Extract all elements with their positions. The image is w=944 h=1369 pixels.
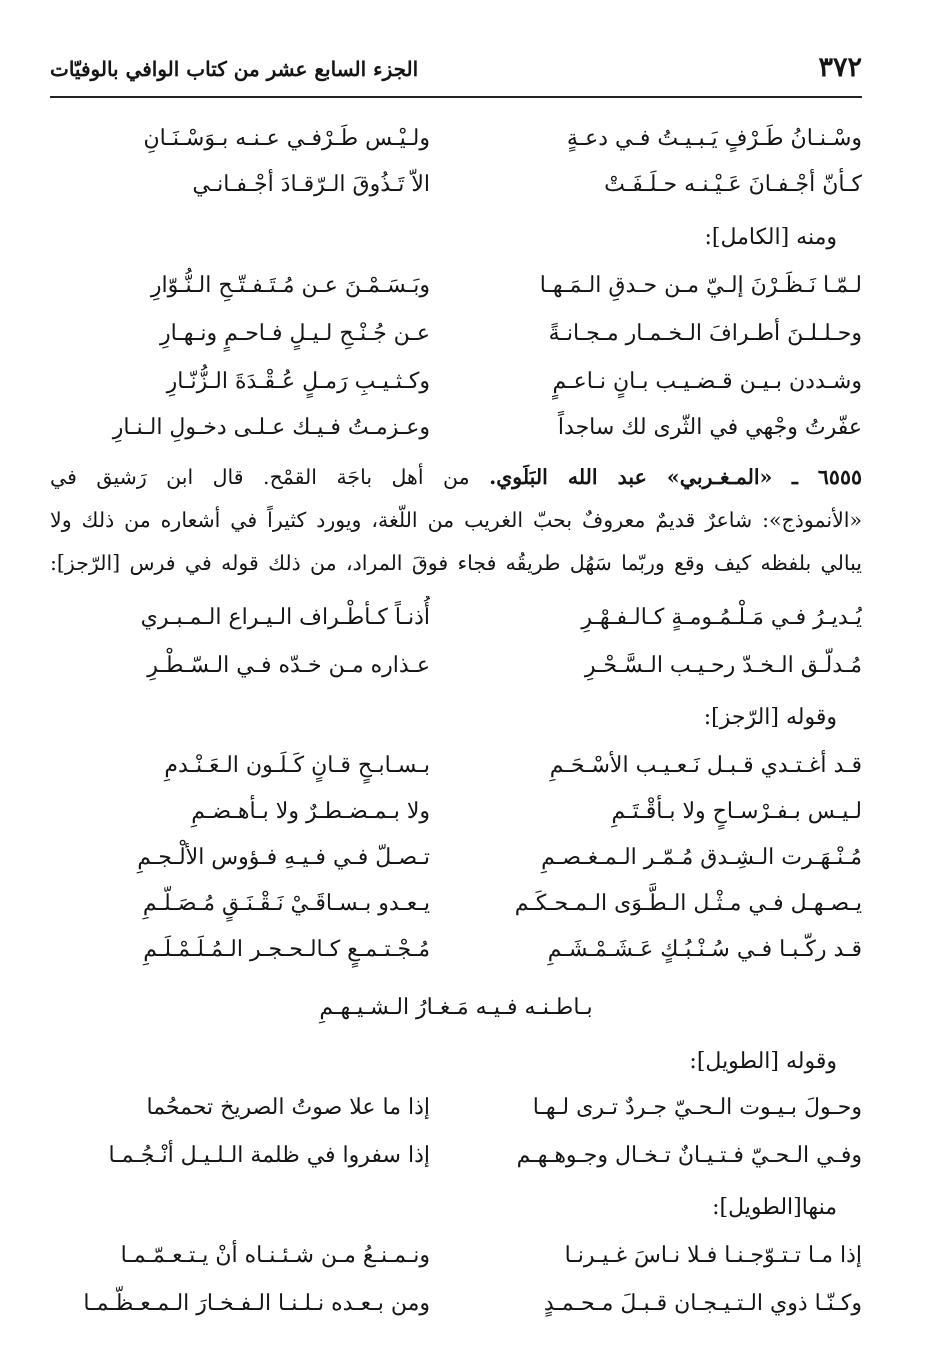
verse-second-hemistich: مُـجْـتـمـعٍ كـالـحـجـر الـمُـلَـمْـلَـمِ	[143, 937, 430, 962]
verse-first-hemistich: وسْـنـانُ طَـرْفٍ يَـبـيـتُ فـي دعـةٍ	[566, 126, 862, 151]
entry-line-2: «الأنموذج»: شاعرٌ قديمٌ معروفٌ بحبّ الغريب من اللّغة، ويورد كثيراً في أشعاره من ذلك ولا	[50, 508, 862, 532]
running-title: الجزء السابع عشر من كتاب الوافي بالوفيّات	[50, 57, 419, 81]
verse-second-hemistich: وعـزمـتُ فـيـك عـلـى دخـولِ الـنـارِ	[112, 415, 430, 440]
verse-line	[50, 928, 862, 972]
verse-second-hemistich: أُذنـاً كـأطْـراف الـيـراع الـمـبـري	[140, 605, 430, 630]
verse-second-hemistich: إذا ما علا صوتُ الصريخ تحمحُما	[146, 1095, 430, 1120]
running-header	[50, 40, 862, 98]
verse-second-hemistich: ومن بـعـده نـلـنـا الـفـخـارَ الـمـعـظّـمـا	[83, 1291, 430, 1316]
verse-line	[50, 644, 862, 688]
verse-line	[50, 882, 862, 926]
verse-first-hemistich: يُـديـرُ فـي مَـلْـمُـومـةٍ كـالـفـهْـرِ	[581, 605, 862, 630]
verse-second-hemistich: بـسـابـحٍ قـانٍ كَـلَـون الـعَـنْـدمِ	[164, 753, 430, 778]
meter-label: ومنه [الكامل]:	[704, 225, 837, 250]
centered-verse: بـاطـنـه فـيـه مَـغـارُ الـشـيـهـمِ	[319, 995, 593, 1020]
verse-second-hemistich: الاّ تَـذُوقَ الـرّقـادَ أجْـفـانـي	[192, 172, 430, 197]
verse-line	[50, 790, 862, 834]
verse-first-hemistich: كـأنّ أجْـفـانَ عَـيْـنـه حـلَـفَـتْ	[604, 172, 862, 197]
entry-line-1	[50, 460, 862, 494]
verse-second-hemistich: عـذاره مـن خـدّه فـي الـسّـطْـرِ	[147, 653, 430, 678]
verse-first-hemistich: قـد ركّـبـا فـي سُـنْـبُـكٍ عَـشَـمْـشَـمِ	[547, 937, 862, 962]
verse-line	[50, 1282, 862, 1326]
verse-first-hemistich: وحـلـلـنَ أطـرافَ الـخـمـار مـجـانـةً	[548, 321, 862, 346]
meter-label: وقوله [الرّجز]:	[703, 705, 837, 730]
verse-first-hemistich: وفـي الـحـيّ فـتـيـانٌ تـخـال وجـوهـهـم	[516, 1143, 862, 1168]
verse-first-hemistich: قـد أغـتـدي قـبـل نَـعـيـب الأسْـحَـمِ	[549, 753, 862, 778]
verse-first-hemistich: يـصـهـل فـي مـثْـل الـطَّـوَى الـمـحـكَـم	[514, 891, 862, 916]
page-number: ٣٧٢	[818, 52, 862, 83]
verse-first-hemistich: مُـنْـهَـرت الـشِـدق مُـمّـر الـمـغـصـمِ	[541, 845, 862, 870]
verse-line	[50, 1234, 862, 1278]
verse-line	[50, 117, 862, 161]
verse-second-hemistich: ولا بـمـضـطـرٌ ولا بـأهـضـمِ	[191, 799, 430, 824]
verse-line	[50, 406, 862, 450]
entry-number: ٦٥٥٥ ـ	[791, 465, 862, 489]
verse-second-hemistich: وبَـسَـمْـنَ عـن مُـتَـفـتّـحِ الـنُّـوّارِ	[150, 273, 430, 298]
entry-text: من أهل باجَة القمْح. قال ابن رَشيق في	[50, 465, 470, 489]
book-page	[50, 40, 862, 1340]
verse-second-hemistich: يـعـدو بـسـاقَـيْ نَـقْـنَـقٍ مُـصَـلّـمِ	[142, 891, 430, 916]
verse-line	[50, 360, 862, 404]
verse-second-hemistich: ولـيْـس طَـرْفـي عـنـه بـوَسْـنَـانِ	[143, 126, 430, 151]
entry-line-3: يبالي بلفظه كيف وقع وربّما سَهُل طريقُه فجاء فوقَ المراد، من ذلك قوله في فرس [الرّجز]:	[50, 551, 862, 575]
verse-first-hemistich: عفّرتُ وجْهي في الثّرى لك ساجداً	[557, 415, 862, 440]
verse-line	[50, 312, 862, 356]
verse-first-hemistich: وشـددن بـيـن قـضـيـب بـانٍ نـاعـمٍ	[552, 369, 862, 394]
verse-line	[50, 264, 862, 308]
entry-name: «المـغـربي» عبد الله البَلَوي.	[489, 465, 773, 489]
verse-line	[50, 596, 862, 640]
verse-second-hemistich: عـن جُـنْـحِ لـيـلٍ فـاحـمٍ ونـهـارِ	[160, 321, 430, 346]
verse-line	[50, 836, 862, 880]
meter-label: وقوله [الطويل]:	[689, 1049, 837, 1074]
verse-second-hemistich: إذا سفروا في ظلمة الـلـيـل أنْـجُـمـا	[108, 1143, 430, 1168]
verse-first-hemistich: وكـنّـا ذوي الـتـيـجـان قـبـلَ مـحـمـدٍ	[543, 1291, 862, 1316]
verse-second-hemistich: وكـثـيـبِ رَمـلٍ عُـقْـدَةَ الـزُّنّـارِ	[166, 369, 430, 394]
verse-second-hemistich: تـصـلّ فـي فـيـهِ فـؤوس الألْـجـمِ	[137, 845, 430, 870]
verse-line	[50, 1086, 862, 1130]
verse-first-hemistich: مُـدلّـق الـخـدّ رحـيـب الـسَّـحْـرِ	[584, 653, 862, 678]
verse-line	[50, 163, 862, 207]
verse-first-hemistich: لـيـس بـفـرْسـاحٍ ولا بـأقْـتَـمِ	[611, 799, 862, 824]
meter-label: منها[الطويل]:	[712, 1195, 837, 1220]
verse-second-hemistich: ونـمـنـعُ مـن شـئـنـاه أنْ يـتـعـمّـمـا	[120, 1243, 430, 1268]
verse-first-hemistich: إذا مـا تـتـوّجـنـا فـلا نـاسَ غـيـرنـا	[564, 1243, 862, 1268]
verse-line	[50, 1134, 862, 1178]
verse-line	[50, 744, 862, 788]
verse-first-hemistich: وحـولَ بـيـوت الـحـيّ جـردٌ تـرى لـهـا	[532, 1095, 862, 1120]
verse-first-hemistich: لـمّـا نَـظَـرْنَ إلـيّ مـن حـدقِ الـمَـهـا	[539, 273, 862, 298]
